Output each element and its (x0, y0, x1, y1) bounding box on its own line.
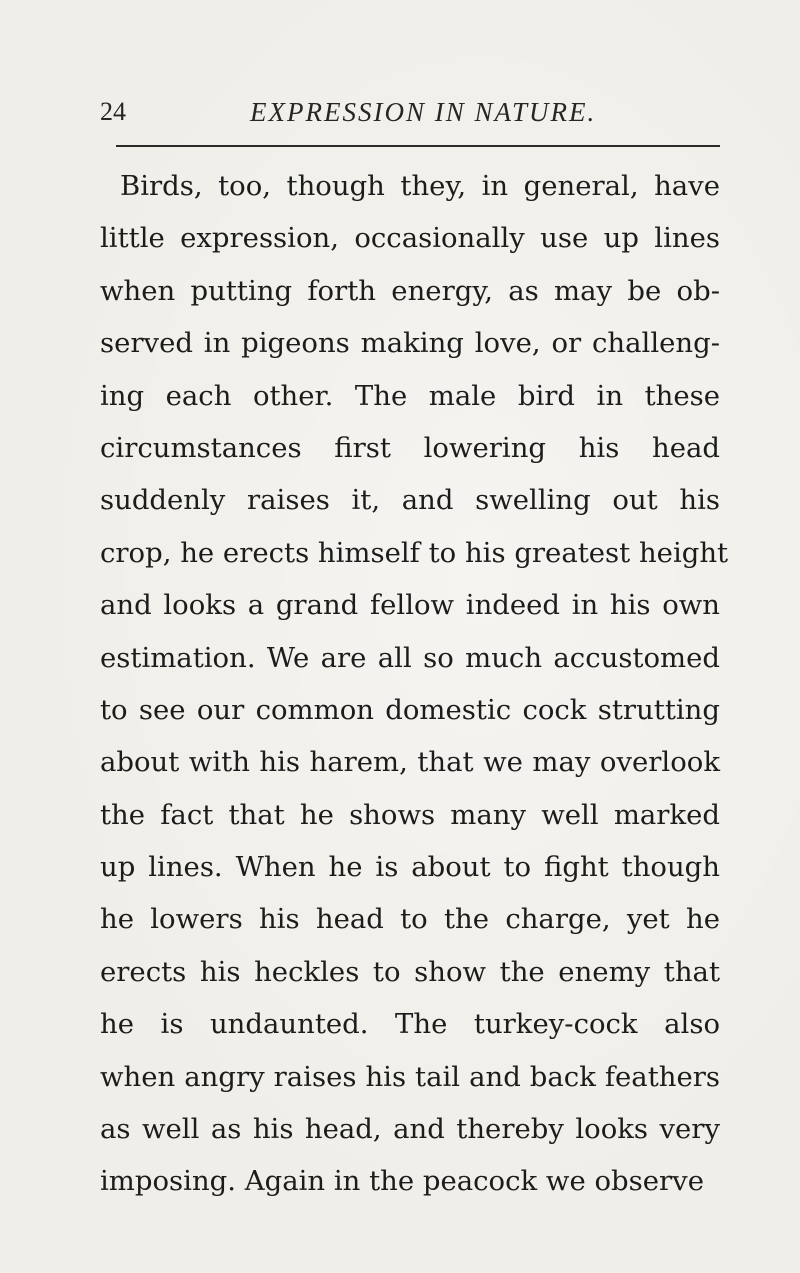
text-line: served in pigeons making love, or challeng- (100, 327, 720, 360)
text-line: little expression, occasionally use up lines (100, 222, 720, 255)
text-line: and looks a grand fellow indeed in his own (100, 589, 720, 622)
text-line: to see our common domestic cock strutting (100, 693, 720, 726)
text-line: about with his harem, that we may overlook (100, 746, 720, 779)
text-line: estimation. We are all so much accustomed (100, 641, 720, 674)
page-number: 24 (100, 97, 126, 126)
text-line: imposing. Again in the peacock we observe (100, 1165, 704, 1198)
text-line: erects his heckles to show the enemy that (100, 955, 720, 988)
text-line: Birds, too, though they, in general, have (120, 170, 720, 202)
text-line: he is undaunted. The turkey-cock also (100, 1008, 720, 1041)
text-line: as well as his head, and thereby looks very (100, 1113, 720, 1146)
header-rule (116, 145, 720, 147)
text-line: when putting forth energy, as may be ob- (100, 274, 720, 307)
text-line: he lowers his head to the charge, yet he (100, 903, 720, 936)
text-line: suddenly raises it, and swelling out his (100, 484, 720, 517)
text-line: circumstances first lowering his head (100, 431, 720, 464)
text-line: the fact that he shows many well marked (100, 798, 720, 831)
text-line: up lines. When he is about to fight though (100, 851, 720, 884)
running-head: EXPRESSION IN NATURE. (250, 97, 597, 127)
text-line: ing each other. The male bird in these (100, 379, 720, 412)
text-line: crop, he erects himself to his greatest height (100, 536, 729, 569)
text-line: when angry raises his tail and back feathers (100, 1060, 720, 1093)
body-paragraph (100, 160, 729, 1208)
page-header (100, 92, 730, 132)
